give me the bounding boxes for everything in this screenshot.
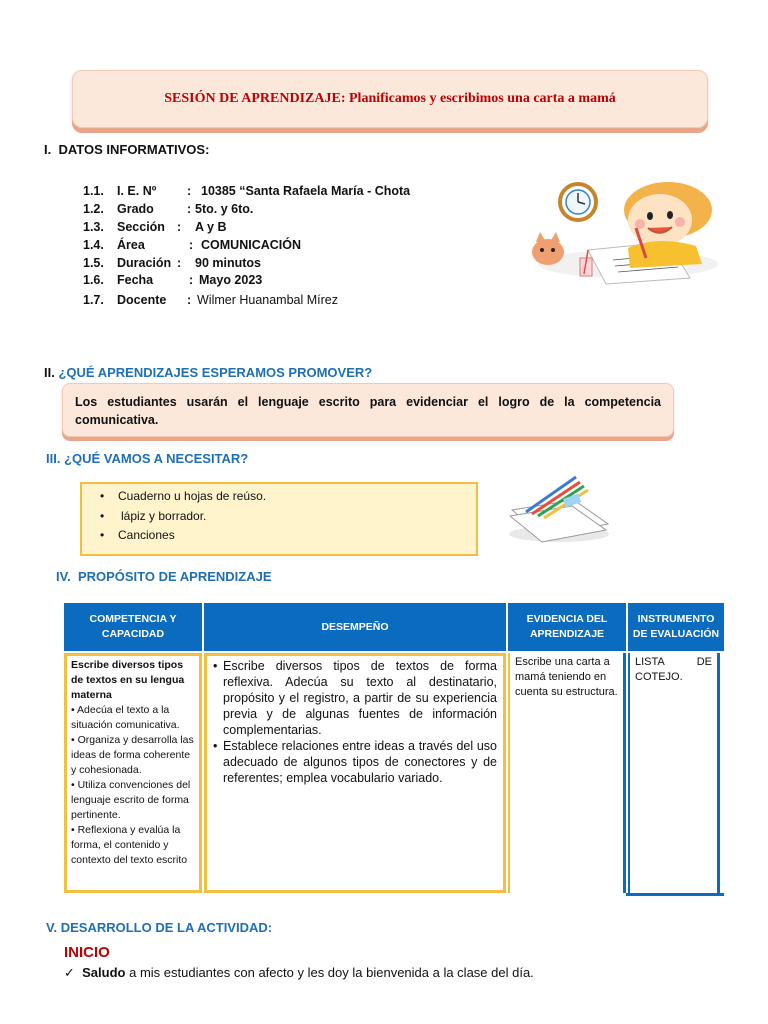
learning-goal-text: Los estudiantes usarán el lenguaje escrito para evidenciar el logro de la competencia comunicativa. xyxy=(75,395,661,427)
info-value: 90 minutos xyxy=(195,256,261,270)
info-value: 10385 “Santa Rafaela María - Chota xyxy=(201,184,411,198)
cell-competencia xyxy=(64,653,202,893)
cell-evidencia xyxy=(508,653,626,893)
section-1-heading: I. DATOS INFORMATIVOS: xyxy=(44,142,210,157)
capacidad-item: • Utiliza convenciones del lenguaje escrito de forma pertinente. xyxy=(71,779,191,821)
competencia-title: Escribe diversos tipos de textos en su lengua materna xyxy=(71,659,185,701)
info-value: 5to. y 6to. xyxy=(195,202,254,216)
section-2-heading: II. ¿QUÉ APRENDIZAJES ESPERAMOS PROMOVER? xyxy=(44,365,373,380)
cell-desempeno xyxy=(204,653,506,893)
info-label: Docente xyxy=(117,293,167,307)
section-4-heading: IV. PROPÓSITO DE APRENDIZAJE xyxy=(56,569,272,584)
capacidad-item: • Organiza y desarrolla las ideas de forma coherente y cohesionada. xyxy=(71,734,194,776)
notebook-pencils-illustration xyxy=(504,472,614,544)
info-number: 1.4. xyxy=(83,238,104,252)
capacidad-item: • Reflexiona y evalúa la forma, el contenido y contexto del texto escrito xyxy=(71,824,188,866)
desempeno-item: • Establece relaciones entre ideas a través del uso adecuado de algunos tipos de conectores y de referentes; emplea vocabulario variado. xyxy=(223,738,497,786)
info-separator: : xyxy=(187,184,192,198)
child-writing-illustration xyxy=(518,180,718,292)
info-value: COMUNICACIÓN xyxy=(201,238,301,252)
table-bottom-border xyxy=(626,893,724,896)
info-label: Duración xyxy=(117,256,172,270)
desempeno-item: • Escribe diversos tipos de textos de forma reflexiva. Adecúa su texto al destinatario, propósito y el registro, a partir de su experiencia previa y de algunas fuentes de información complementarias. xyxy=(223,658,497,738)
info-label: Sección xyxy=(117,220,165,234)
info-label: Fecha xyxy=(117,273,154,287)
info-separator: : xyxy=(177,220,182,234)
info-label: Grado xyxy=(117,202,154,216)
section-3-heading: III. ¿QUÉ VAMOS A NECESITAR? xyxy=(46,451,249,466)
info-value: A y B xyxy=(195,220,227,234)
check-icon: ✓ xyxy=(64,965,75,980)
info-number: 1.6. xyxy=(83,273,104,287)
info-separator: : xyxy=(189,273,194,287)
instrumento-text: LISTA DE COTEJO. xyxy=(635,656,712,683)
info-number: 1.1. xyxy=(83,184,104,198)
info-number: 1.5. xyxy=(83,256,104,270)
cell-instrumento xyxy=(628,653,720,893)
info-separator: : xyxy=(177,256,182,270)
learning-goal-box xyxy=(62,383,674,437)
info-separator: : xyxy=(189,238,194,252)
header-instrumento: INSTRUMENTO DE EVALUACIÓN xyxy=(628,603,724,651)
info-label: Área xyxy=(117,238,145,252)
info-value: Mayo 2023 xyxy=(199,273,263,287)
info-number: 1.3. xyxy=(83,220,104,234)
evidencia-text: Escribe una carta a mamá teniendo en cuenta su estructura. xyxy=(515,656,618,698)
title-banner xyxy=(72,70,708,128)
info-number: 1.2. xyxy=(83,202,104,216)
saludo-line: ✓ Saludo a mis estudiantes con afecto y les doy la bienvenida a la clase del día. xyxy=(64,965,534,980)
section-5-heading: V. DESARROLLO DE LA ACTIVIDAD: xyxy=(46,920,273,935)
banner-title: SESIÓN DE APRENDIZAJE: Planificamos y escribimos una carta a mamá xyxy=(164,91,616,106)
info-separator: : xyxy=(187,202,192,216)
header-desempeno: DESEMPEÑO xyxy=(204,603,506,651)
materials-box: • Cuaderno u hojas de reúso. • lápiz y borrador. • Canciones xyxy=(80,482,478,556)
info-label: I. E. Nº xyxy=(117,184,157,198)
inicio-heading: INICIO xyxy=(64,944,110,961)
info-number: 1.7. xyxy=(83,293,104,307)
capacidad-item: • Adecúa el texto a la situación comunicativa. xyxy=(71,704,180,731)
header-evidencia: EVIDENCIA DEL APRENDIZAJE xyxy=(508,603,626,651)
info-value: Wilmer Huanambal Mírez xyxy=(197,293,339,307)
info-separator: : xyxy=(187,293,192,307)
header-competencia: COMPETENCIA Y CAPACIDAD xyxy=(64,603,202,651)
